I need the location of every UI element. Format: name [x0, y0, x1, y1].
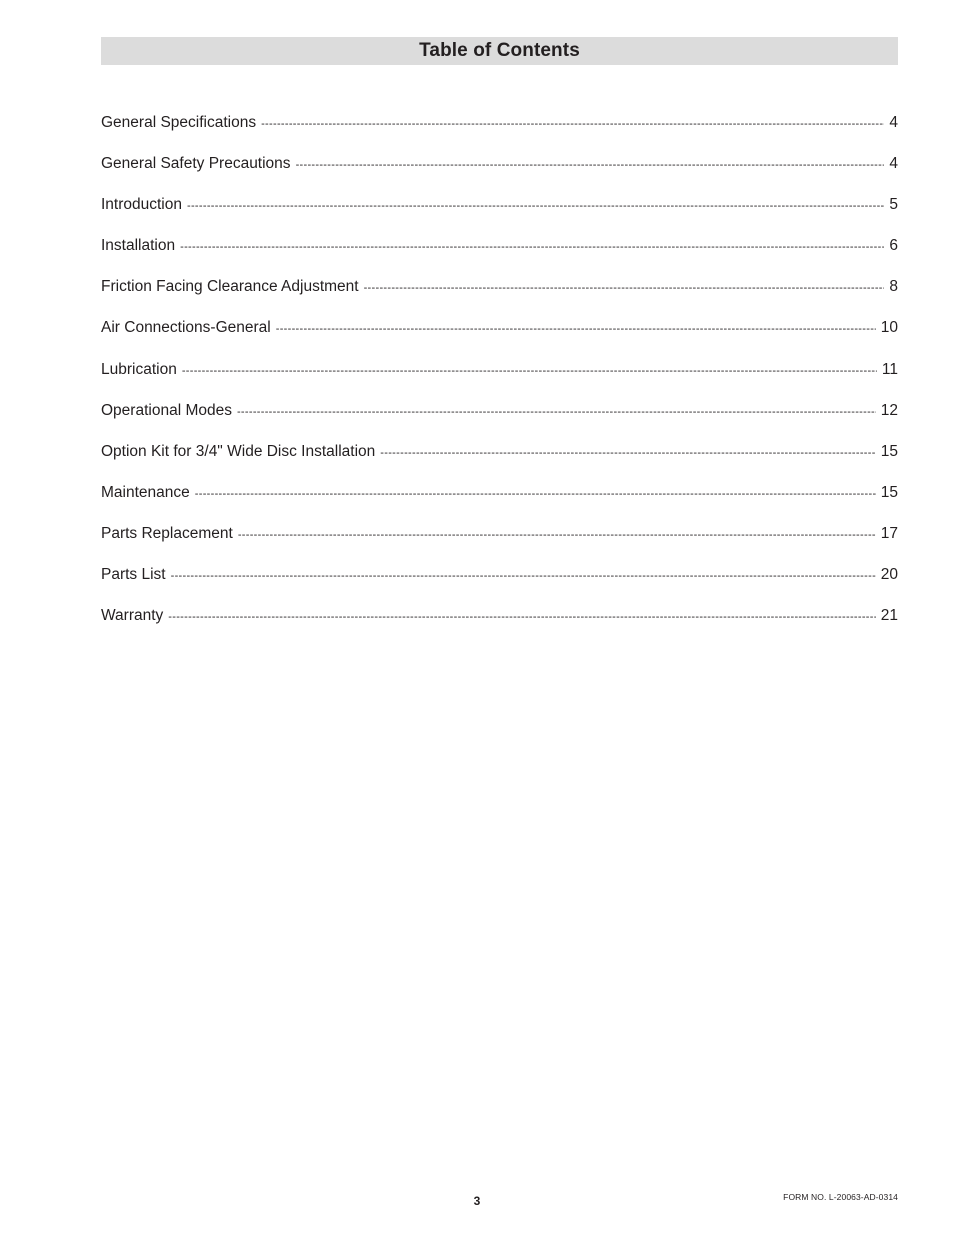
toc-entry-label: Maintenance	[101, 483, 190, 501]
dot-leader	[261, 118, 884, 130]
toc-entry-label: Warranty	[101, 607, 164, 625]
toc-entry-label: Installation	[101, 237, 176, 255]
toc-entry-general-specifications[interactable]	[101, 114, 898, 155]
dot-leader	[364, 282, 885, 294]
table-of-contents	[101, 114, 898, 648]
dot-leader	[296, 159, 885, 171]
toc-entry-page: 12	[880, 401, 898, 419]
toc-entry-parts-list[interactable]	[101, 566, 898, 607]
toc-entry-page: 10	[880, 319, 898, 337]
toc-entry-page: 8	[889, 278, 898, 296]
dot-leader	[168, 611, 875, 623]
toc-entry-parts-replacement[interactable]	[101, 525, 898, 566]
toc-entry-introduction[interactable]	[101, 196, 898, 237]
dot-leader	[187, 200, 884, 212]
toc-entry-label: Lubrication	[101, 360, 177, 378]
toc-entry-page: 21	[880, 607, 898, 625]
toc-entry-label: Option Kit for 3/4" Wide Disc Installation	[101, 442, 376, 460]
toc-entry-label: Operational Modes	[101, 401, 232, 419]
toc-entry-friction-facing-clearance-adjustment[interactable]	[101, 278, 898, 319]
dot-leader	[237, 406, 876, 418]
title-bar	[101, 37, 898, 65]
toc-entry-page: 11	[881, 360, 898, 378]
toc-entry-label: Friction Facing Clearance Adjustment	[101, 278, 359, 296]
toc-entry-page: 4	[889, 114, 898, 131]
toc-entry-general-safety-precautions[interactable]	[101, 155, 898, 196]
toc-entry-label: Air Connections-General	[101, 319, 271, 337]
dot-leader	[171, 570, 876, 582]
toc-entry-label: Parts List	[101, 566, 166, 584]
toc-entry-page: 17	[880, 524, 898, 542]
form-number: FORM NO. L-20063-AD-0314	[783, 1192, 898, 1202]
toc-entry-label: Parts Replacement	[101, 524, 233, 542]
toc-entry-page: 5	[889, 196, 898, 214]
toc-entry-page: 6	[889, 237, 898, 255]
toc-entry-operational-modes[interactable]	[101, 402, 898, 443]
page-title: Table of Contents	[419, 40, 580, 61]
toc-entry-maintenance[interactable]	[101, 484, 898, 525]
toc-entry-page: 20	[880, 566, 898, 584]
toc-entry-page: 15	[880, 483, 898, 501]
dot-leader	[276, 323, 876, 335]
dot-leader	[380, 447, 875, 459]
page-number: 3	[473, 1194, 481, 1208]
toc-entry-label: Introduction	[101, 196, 182, 214]
dot-leader	[195, 488, 876, 500]
toc-entry-warranty[interactable]	[101, 607, 898, 648]
dot-leader	[180, 241, 884, 253]
dot-leader	[182, 365, 877, 377]
toc-entry-label: General Safety Precautions	[101, 155, 291, 173]
toc-entry-page: 4	[889, 155, 898, 173]
dot-leader	[238, 529, 876, 541]
toc-entry-lubrication[interactable]	[101, 361, 898, 402]
toc-entry-label: General Specifications	[101, 114, 257, 131]
toc-entry-page: 15	[880, 442, 898, 460]
toc-entry-option-kit[interactable]	[101, 443, 898, 484]
toc-entry-installation[interactable]	[101, 237, 898, 278]
toc-entry-air-connections-general[interactable]	[101, 319, 898, 360]
